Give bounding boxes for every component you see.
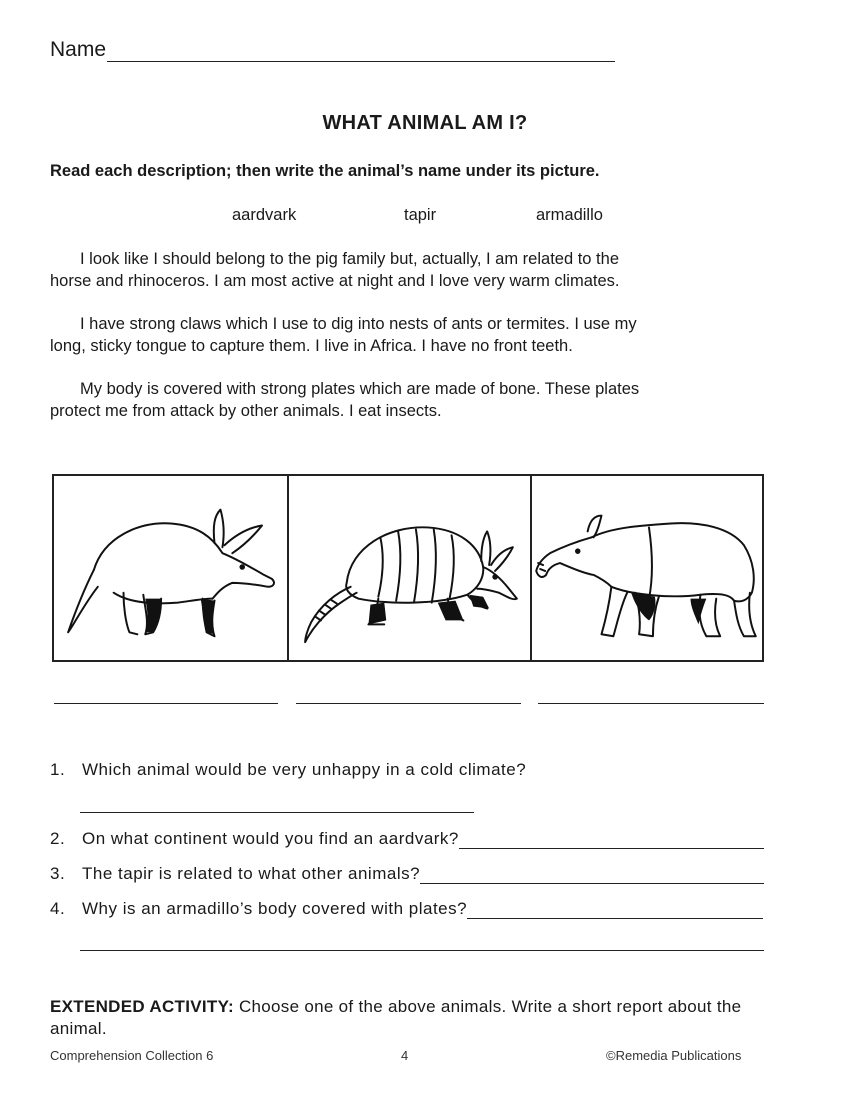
- question-text: Which animal would be very unhappy in a cold climate?: [82, 760, 527, 779]
- question-text: On what continent would you find an aardvark?: [82, 829, 459, 848]
- extended-activity-text: Choose one of the above animals. Write a short report about the animal.: [50, 997, 742, 1038]
- tapir-picture: [532, 476, 762, 660]
- paragraph-line: I have strong claws which I use to dig into nests of ants or termites. I use my: [80, 315, 637, 333]
- paragraph-line: I look like I should belong to the pig family but, actually, I am related to the: [80, 250, 619, 268]
- question-number: 4.: [50, 899, 66, 918]
- aardvark-answer-line[interactable]: [54, 703, 278, 704]
- armadillo-picture: [289, 476, 532, 660]
- paragraph-line: My body is covered with strong plates which are made of bone. These plates: [80, 380, 640, 398]
- question-2-answer-line[interactable]: [459, 829, 764, 849]
- armadillo-drawing-icon: [289, 476, 530, 660]
- page-title: WHAT ANIMAL AM I?: [322, 112, 528, 134]
- aardvark-picture: [54, 476, 289, 660]
- question-1: [50, 760, 526, 780]
- tapir-answer-line[interactable]: [538, 703, 764, 704]
- question-4-answer-line[interactable]: [467, 899, 763, 919]
- extended-activity: [50, 996, 750, 1040]
- paragraph-line: long, sticky tongue to capture them. I live in Africa. I have no front teeth.: [50, 337, 573, 355]
- armadillo-answer-line[interactable]: [296, 703, 521, 704]
- question-3-answer-line[interactable]: [420, 864, 764, 884]
- instructions: Read each description; then write the animal’s name under its picture.: [50, 162, 600, 180]
- picture-panel: [52, 474, 764, 662]
- question-number: 3.: [50, 864, 66, 883]
- question-4-answer-line-2[interactable]: [80, 950, 764, 951]
- name-label: Name: [50, 38, 107, 61]
- page-number: 4: [401, 1048, 409, 1063]
- question-text: Why is an armadillo’s body covered with plates?: [82, 899, 468, 918]
- question-1-answer-line[interactable]: [80, 812, 474, 813]
- extended-activity-label: EXTENDED ACTIVITY:: [50, 997, 234, 1016]
- description-paragraph: [50, 248, 770, 292]
- tapir-drawing-icon: [532, 476, 762, 660]
- paragraph-line: protect me from attack by other animals. I eat insects.: [50, 402, 442, 420]
- question-2: [50, 829, 764, 849]
- description-paragraph: [50, 313, 770, 357]
- question-3: [50, 864, 764, 884]
- word-bank-item: armadillo: [536, 206, 603, 224]
- word-bank-item: aardvark: [232, 206, 297, 224]
- word-bank-item: tapir: [404, 206, 437, 224]
- name-field-row: [50, 38, 615, 62]
- question-text: The tapir is related to what other animals?: [82, 864, 421, 883]
- description-paragraph: [50, 378, 770, 422]
- question-4: [50, 899, 763, 919]
- paragraph-line: horse and rhinoceros. I am most active at night and I love very warm climates.: [50, 272, 620, 290]
- footer-collection: Comprehension Collection 6: [50, 1048, 214, 1063]
- aardvark-drawing-icon: [54, 476, 287, 660]
- name-input-line[interactable]: [107, 39, 615, 62]
- question-number: 1.: [50, 760, 66, 779]
- question-number: 2.: [50, 829, 66, 848]
- footer-publisher: ©Remedia Publications: [606, 1048, 742, 1063]
